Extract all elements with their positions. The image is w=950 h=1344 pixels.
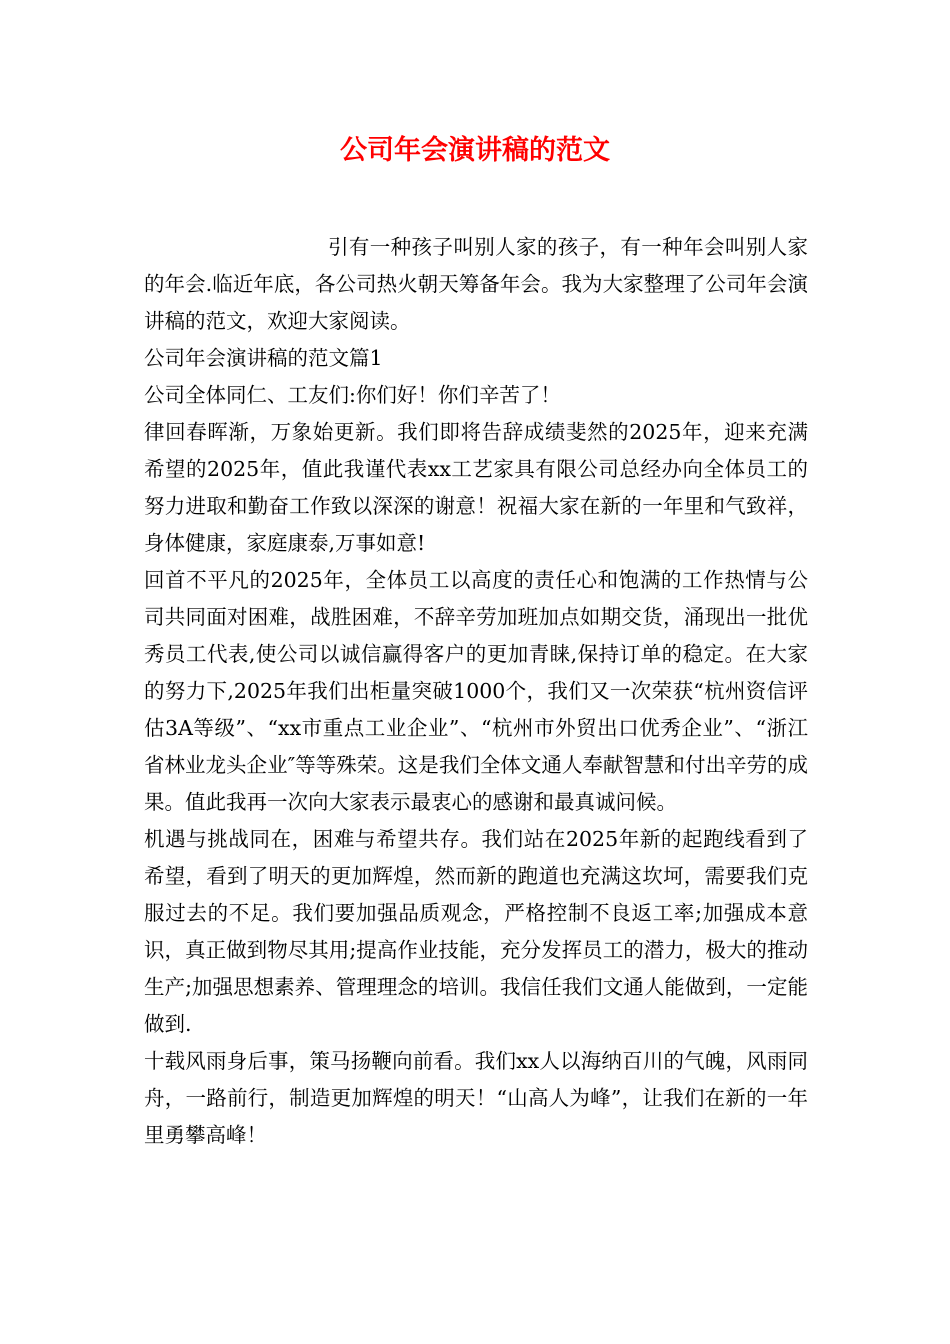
section-heading: 公司年会演讲稿的范文篇1 [144, 346, 383, 370]
closing-paragraph: 十载风雨身后事，策马扬鞭向前看。我们xx人以海纳百川的气魄，风雨同舟，一路前行，制造更加辉煌的明天！“山高人为峰”，让我们在新的一年里勇攀高峰！ [144, 1049, 808, 1147]
body-paragraph: 回首不平凡的2025年，全体员工以高度的责任心和饱满的工作热情与公司共同面对困难，战胜困难，不辞辛劳加班加点如期交货，涌现出一批优秀员工代表,使公司以诚信赢得客户的更加青睐,保持订单的稳定。在大家的努力下,2025年我们出柜量突破1000个，我们又一次荣获“杭州资信评估3A等级”、“xx市重点工业企业”、“杭州市外贸出口优秀企业”、“浙江省林业龙头企业″等等殊荣。这是我们全体文通人奉献智慧和付出辛劳的成果。值此我再一次向大家表示最衷心的感谢和最真诚问候。 [144, 568, 808, 814]
body-paragraph: 律回春晖渐，万象始更新。我们即将告辞成绩斐然的2025年，迎来充满希望的2025年，值此我谨代表xx工艺家具有限公司总经办向全体员工的努力进取和勤奋工作致以深深的谢意！祝福大家在新的一年里和气致祥，身体健康，家庭康泰,万事如意! [144, 420, 808, 555]
document-body [144, 229, 808, 1154]
body-paragraph: 机遇与挑战同在，困难与希望共存。我们站在2025年新的起跑线看到了希望，看到了明天的更加辉煌，然而新的跑道也充满这坎坷，需要我们克服过去的不足。我们要加强品质观念，严格控制不良返工率;加强成本意识，真正做到物尽其用;提高作业技能，充分发挥员工的潜力，极大的推动生产;加强思想素养、管理理念的培训。我信任我们文通人能做到，一定能做到. [144, 827, 808, 1036]
document-title: 公司年会演讲稿的范文 [340, 135, 610, 166]
greeting-paragraph: 公司全体同仁、工友们:你们好！你们辛苦了！ [144, 383, 561, 407]
intro-paragraph: 引有一种孩子叫别人家的孩子，有一种年会叫别人家的年会.临近年底，各公司热火朝天筹备年会。我为大家整理了公司年会演讲稿的范文，欢迎大家阅读。 [144, 235, 808, 333]
